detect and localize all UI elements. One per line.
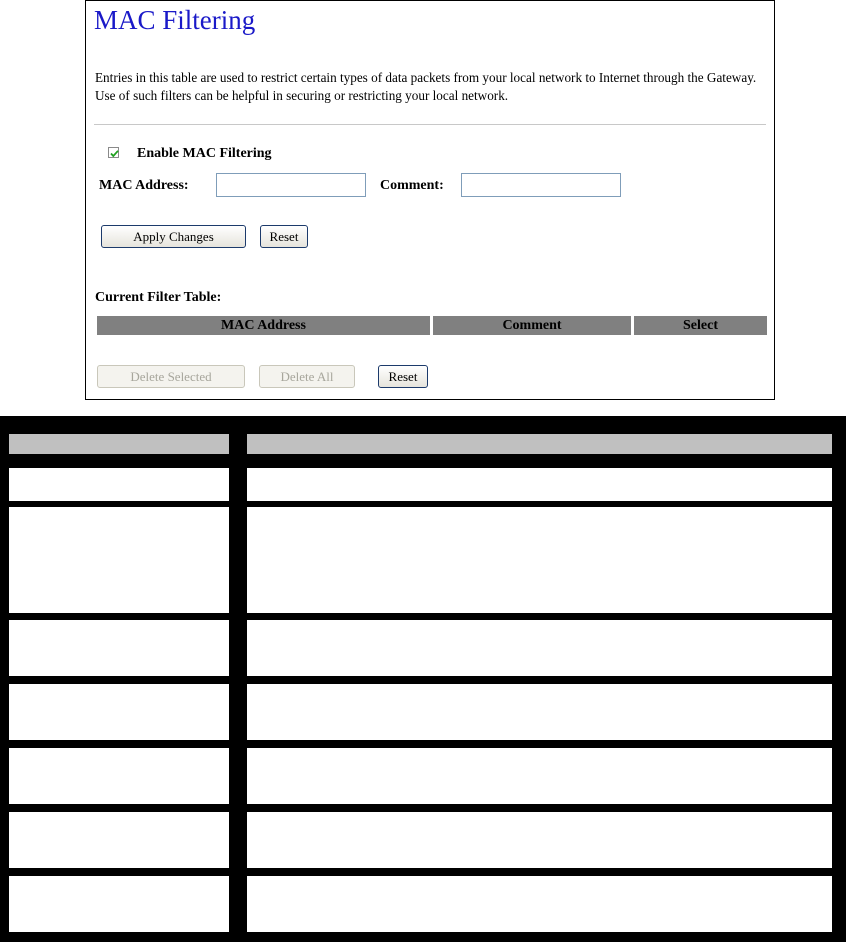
- apply-changes-button[interactable]: Apply Changes: [101, 225, 246, 248]
- column-header-mac-address: MAC Address: [97, 316, 430, 335]
- doc-table-cell: [9, 468, 229, 501]
- doc-table-cell: [247, 876, 832, 932]
- doc-table-cell: [247, 812, 832, 868]
- page-title: MAC Filtering: [94, 5, 256, 35]
- divider: [94, 124, 766, 125]
- doc-table-cell: [247, 620, 832, 676]
- doc-table-cell: [247, 684, 832, 740]
- enable-mac-filtering-label: Enable MAC Filtering: [137, 146, 272, 161]
- page-description: Entries in this table are used to restrict certain types of data packets from your local network to Internet through the Gateway. Use of such filters can be helpful in securing or restricting your local network.: [95, 70, 757, 103]
- doc-table-cell: [9, 507, 229, 613]
- doc-table-cell: [9, 684, 229, 740]
- documentation-table: [0, 416, 846, 942]
- column-header-comment: Comment: [433, 316, 631, 335]
- comment-input[interactable]: [461, 173, 621, 197]
- doc-table-cell: [247, 748, 832, 804]
- table-reset-button[interactable]: Reset: [378, 365, 428, 388]
- doc-table-cell: [9, 812, 229, 868]
- comment-label: Comment:: [380, 178, 444, 193]
- doc-table-cell: [9, 876, 229, 932]
- enable-mac-filtering-checkbox[interactable]: [108, 147, 119, 158]
- doc-table-cell: [9, 620, 229, 676]
- checkmark-icon: [109, 148, 120, 159]
- mac-address-label: MAC Address:: [99, 178, 189, 193]
- delete-all-button[interactable]: Delete All: [259, 365, 355, 388]
- column-header-select: Select: [634, 316, 767, 335]
- doc-table-cell: [247, 468, 832, 501]
- doc-table-cell: [9, 748, 229, 804]
- delete-selected-button[interactable]: Delete Selected: [97, 365, 245, 388]
- filter-table-title: Current Filter Table:: [95, 290, 222, 305]
- doc-header-cell: [9, 434, 229, 454]
- doc-header-cell: [247, 434, 832, 454]
- doc-table-cell: [247, 507, 832, 613]
- screenshot-panel: [85, 0, 775, 400]
- mac-address-input[interactable]: [216, 173, 366, 197]
- reset-button[interactable]: Reset: [260, 225, 308, 248]
